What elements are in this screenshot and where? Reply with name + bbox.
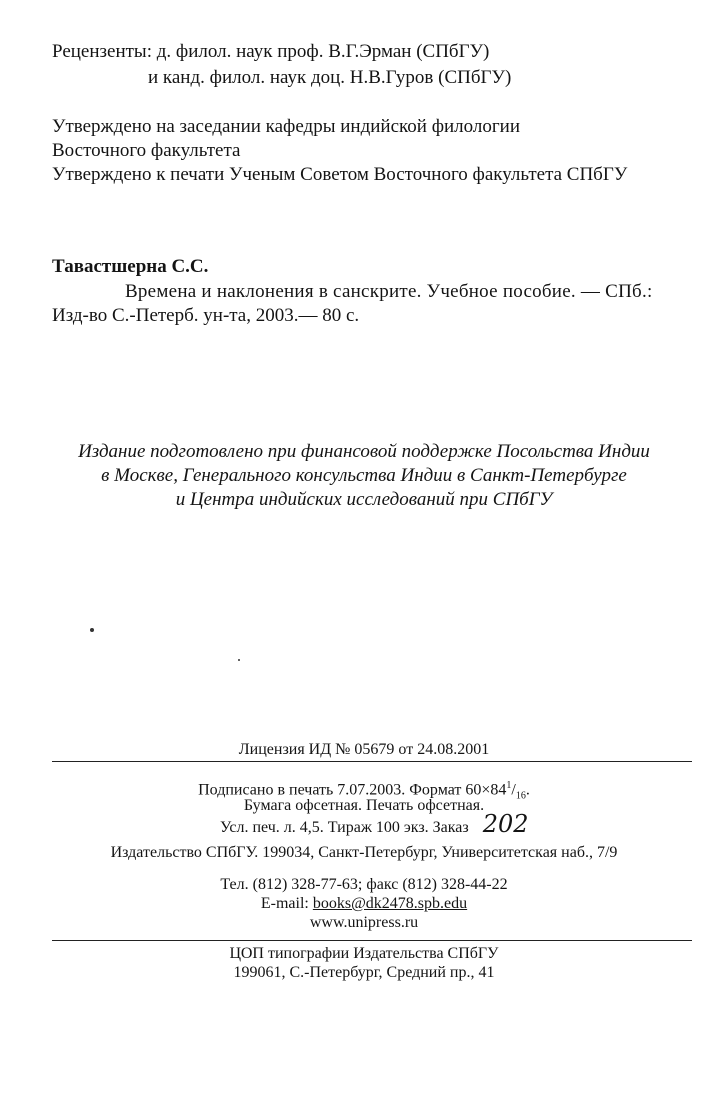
reviewers-line-1 xyxy=(52,40,489,64)
approval-line-1: Утверждено на заседании кафедры индийской филологии xyxy=(52,116,521,137)
format-numerator: 1 xyxy=(506,780,512,791)
phone-line: Тел. (812) 328-77-63; факс (812) 328-44-22 xyxy=(220,876,508,893)
reviewers-label: Рецензенты: xyxy=(52,41,152,62)
license-line: Лицензия ИД № 05679 от 24.08.2001 xyxy=(238,741,490,758)
publisher-line: Издательство СПбГУ. 199034, Санкт-Петербург, Университетская наб., 7/9 xyxy=(110,844,618,861)
handwritten-order-number: 202 xyxy=(482,810,529,838)
sponsor-line-3: и Центра индийских исследований при СПбГУ xyxy=(175,489,553,510)
email-label: E-mail: xyxy=(260,895,309,912)
scan-speck xyxy=(238,659,240,661)
sponsor-line-1: Издание подготовлено при финансовой поддержке Посольства Индии xyxy=(78,441,650,462)
citation-title: Времена и наклонения в санскрите. Учебное пособие. — СПб.: xyxy=(125,281,653,302)
approval-line-3: Утверждено к печати Ученым Советом Восточного факультета СПбГУ xyxy=(52,164,628,185)
sponsor-line-2: в Москве, Генерального консульства Индии в Санкт-Петербурге xyxy=(101,465,627,486)
divider-top xyxy=(52,761,692,762)
print-info-text: Усл. печ. л. 4,5. Тираж 100 экз. Заказ xyxy=(220,819,469,836)
paper-line: Бумага офсетная. Печать офсетная. xyxy=(243,797,485,814)
author-name: Тавастшерна С.С. xyxy=(52,256,209,277)
divider-bottom xyxy=(52,940,692,941)
signed-line: Подписано в печать 7.07.2003. Формат $60\times 84^1/_{16}$. xyxy=(198,780,530,802)
approval-line-2: Восточного факультета xyxy=(52,140,241,161)
citation-publisher: Изд-во С.-Петерб. ун-та, 2003.— 80 с. xyxy=(52,305,360,326)
email-link[interactable]: books@dk2478.spb.edu xyxy=(312,895,468,912)
reviewer-1: д. филол. наук проф. В.Г.Эрман (СПбГУ) xyxy=(156,41,490,62)
website-link[interactable]: www.unipress.ru xyxy=(309,914,419,931)
printer-line-2: 199061, С.-Петербург, Средний пр., 41 xyxy=(233,964,495,981)
printer-line-1: ЦОП типографии Издательства СПбГУ xyxy=(229,945,499,962)
email-line xyxy=(0,894,728,914)
reviewer-2: и канд. филол. наук доц. Н.В.Гуров (СПбГУ) xyxy=(148,67,512,88)
format-denominator: 16 xyxy=(515,790,526,802)
scan-speck xyxy=(90,628,94,632)
print-info-line xyxy=(220,810,529,838)
signed-text: Подписано в печать 7.07.2003. Формат 60×84 xyxy=(198,781,507,799)
